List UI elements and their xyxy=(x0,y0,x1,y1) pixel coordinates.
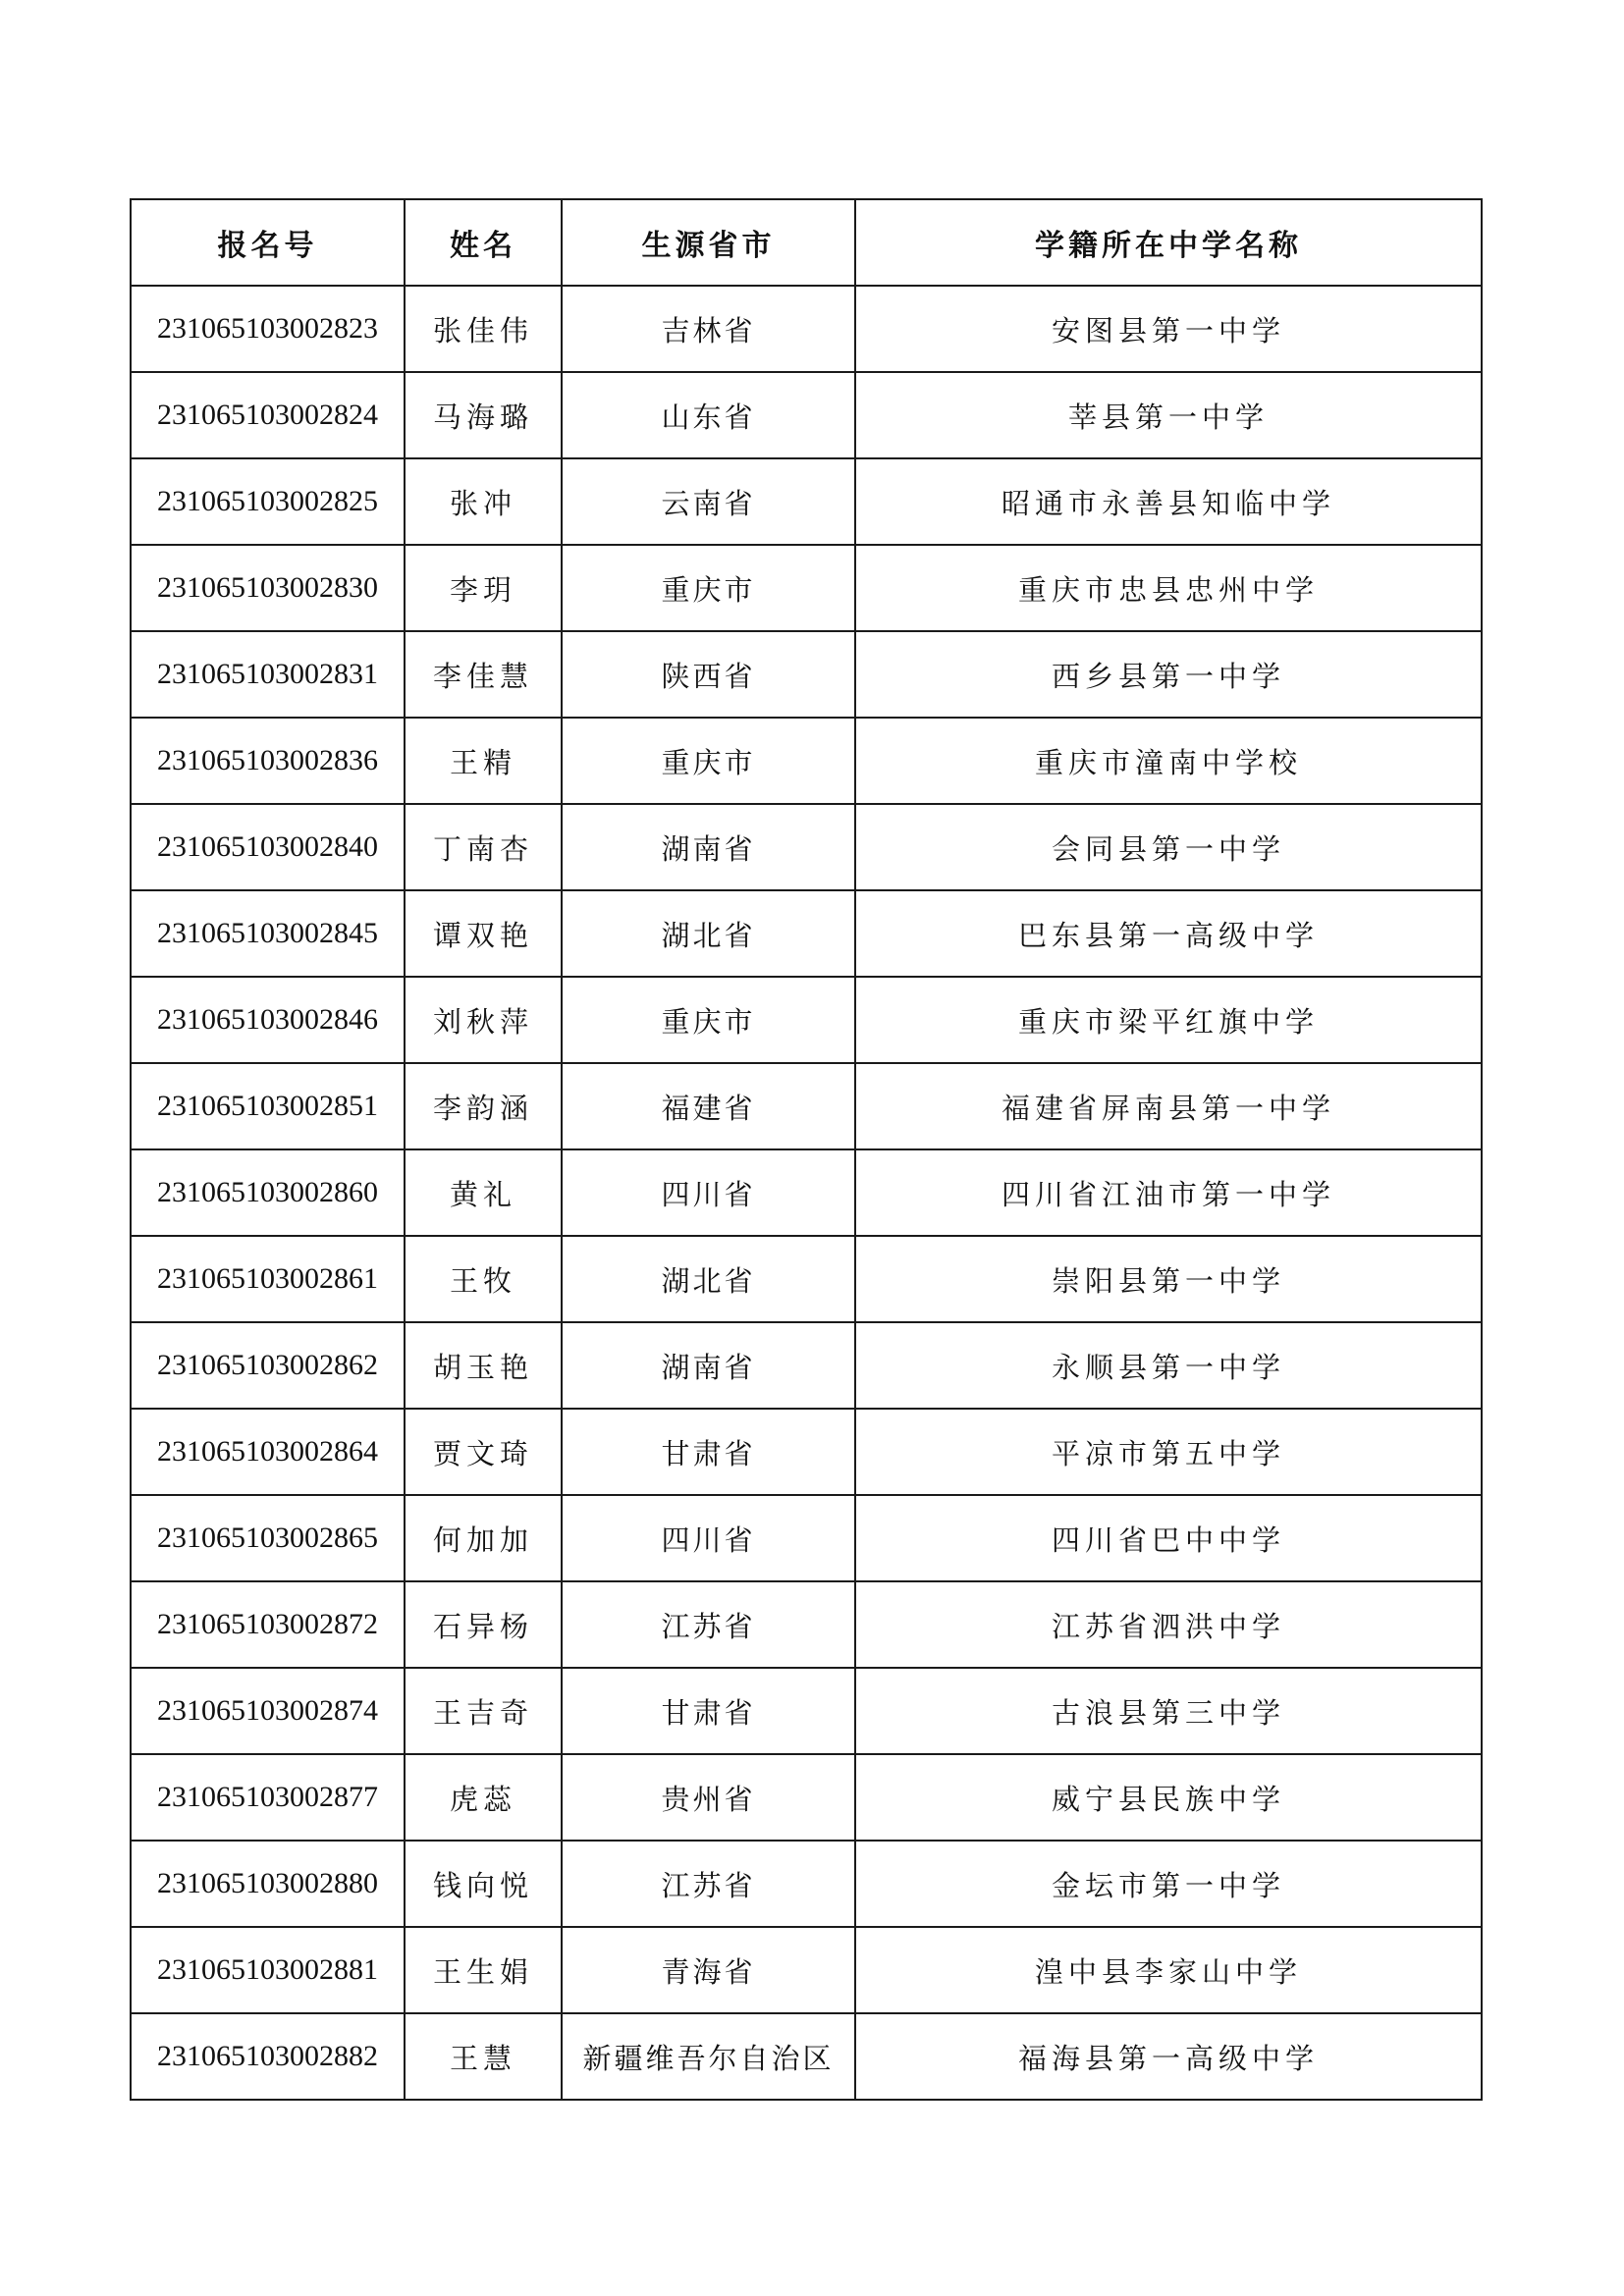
table-row xyxy=(131,286,1482,372)
registration-number-cell: 231065103002851 xyxy=(131,1063,405,1149)
table-row xyxy=(131,977,1482,1063)
student-name-cell: 贾文琦 xyxy=(405,1409,562,1495)
table-row xyxy=(131,458,1482,545)
school-name-cell: 湟中县李家山中学 xyxy=(855,1927,1482,2013)
student-name-cell: 李玥 xyxy=(405,545,562,631)
registration-number-cell: 231065103002825 xyxy=(131,458,405,545)
source-province-cell: 湖南省 xyxy=(562,1322,855,1409)
school-name-cell: 永顺县第一中学 xyxy=(855,1322,1482,1409)
school-name-cell: 会同县第一中学 xyxy=(855,804,1482,890)
student-name-cell: 王生娟 xyxy=(405,1927,562,2013)
student-name-cell: 马海璐 xyxy=(405,372,562,458)
source-province-cell: 江苏省 xyxy=(562,1841,855,1927)
school-name-cell: 安图县第一中学 xyxy=(855,286,1482,372)
school-name-cell: 江苏省泗洪中学 xyxy=(855,1581,1482,1668)
table-row xyxy=(131,1841,1482,1927)
source-province-cell: 湖北省 xyxy=(562,1236,855,1322)
registration-number-cell: 231065103002836 xyxy=(131,718,405,804)
registration-number-cell: 231065103002881 xyxy=(131,1927,405,2013)
source-province-cell: 新疆维吾尔自治区 xyxy=(562,2013,855,2100)
school-name-cell: 四川省江油市第一中学 xyxy=(855,1149,1482,1236)
header-name: 姓名 xyxy=(405,199,562,286)
student-name-cell: 钱向悦 xyxy=(405,1841,562,1927)
table-header-row xyxy=(131,199,1482,286)
source-province-cell: 山东省 xyxy=(562,372,855,458)
table-row xyxy=(131,890,1482,977)
student-name-cell: 丁南杏 xyxy=(405,804,562,890)
student-name-cell: 王牧 xyxy=(405,1236,562,1322)
registration-number-cell: 231065103002845 xyxy=(131,890,405,977)
table-row xyxy=(131,1149,1482,1236)
student-name-cell: 王慧 xyxy=(405,2013,562,2100)
student-name-cell: 李佳慧 xyxy=(405,631,562,718)
header-school-name: 学籍所在中学名称 xyxy=(855,199,1482,286)
student-name-cell: 李韵涵 xyxy=(405,1063,562,1149)
student-name-cell: 王吉奇 xyxy=(405,1668,562,1754)
source-province-cell: 甘肃省 xyxy=(562,1409,855,1495)
table-row xyxy=(131,1581,1482,1668)
student-name-cell: 张佳伟 xyxy=(405,286,562,372)
registration-number-cell: 231065103002865 xyxy=(131,1495,405,1581)
registration-number-cell: 231065103002824 xyxy=(131,372,405,458)
source-province-cell: 四川省 xyxy=(562,1495,855,1581)
school-name-cell: 西乡县第一中学 xyxy=(855,631,1482,718)
table-row xyxy=(131,1409,1482,1495)
school-name-cell: 古浪县第三中学 xyxy=(855,1668,1482,1754)
table-row xyxy=(131,1668,1482,1754)
source-province-cell: 江苏省 xyxy=(562,1581,855,1668)
source-province-cell: 重庆市 xyxy=(562,718,855,804)
student-name-cell: 刘秋萍 xyxy=(405,977,562,1063)
student-name-cell: 谭双艳 xyxy=(405,890,562,977)
table-row xyxy=(131,631,1482,718)
school-name-cell: 重庆市忠县忠州中学 xyxy=(855,545,1482,631)
table-row xyxy=(131,2013,1482,2100)
source-province-cell: 四川省 xyxy=(562,1149,855,1236)
table-row xyxy=(131,1495,1482,1581)
source-province-cell: 湖南省 xyxy=(562,804,855,890)
registration-number-cell: 231065103002872 xyxy=(131,1581,405,1668)
header-source-province: 生源省市 xyxy=(562,199,855,286)
student-name-cell: 虎蕊 xyxy=(405,1754,562,1841)
school-name-cell: 四川省巴中中学 xyxy=(855,1495,1482,1581)
registration-number-cell: 231065103002830 xyxy=(131,545,405,631)
table-row xyxy=(131,545,1482,631)
registration-number-cell: 231065103002862 xyxy=(131,1322,405,1409)
school-name-cell: 福海县第一高级中学 xyxy=(855,2013,1482,2100)
source-province-cell: 福建省 xyxy=(562,1063,855,1149)
source-province-cell: 重庆市 xyxy=(562,545,855,631)
student-name-cell: 石异杨 xyxy=(405,1581,562,1668)
source-province-cell: 吉林省 xyxy=(562,286,855,372)
registration-number-cell: 231065103002874 xyxy=(131,1668,405,1754)
registration-number-cell: 231065103002840 xyxy=(131,804,405,890)
admission-list-table xyxy=(130,198,1483,2101)
student-name-cell: 胡玉艳 xyxy=(405,1322,562,1409)
student-name-cell: 张冲 xyxy=(405,458,562,545)
table-row xyxy=(131,1754,1482,1841)
student-name-cell: 王精 xyxy=(405,718,562,804)
source-province-cell: 湖北省 xyxy=(562,890,855,977)
school-name-cell: 金坛市第一中学 xyxy=(855,1841,1482,1927)
school-name-cell: 莘县第一中学 xyxy=(855,372,1482,458)
registration-number-cell: 231065103002831 xyxy=(131,631,405,718)
registration-number-cell: 231065103002864 xyxy=(131,1409,405,1495)
registration-number-cell: 231065103002877 xyxy=(131,1754,405,1841)
student-name-cell: 黄礼 xyxy=(405,1149,562,1236)
registration-number-cell: 231065103002846 xyxy=(131,977,405,1063)
source-province-cell: 甘肃省 xyxy=(562,1668,855,1754)
school-name-cell: 昭通市永善县知临中学 xyxy=(855,458,1482,545)
header-registration-number: 报名号 xyxy=(131,199,405,286)
registration-number-cell: 231065103002823 xyxy=(131,286,405,372)
school-name-cell: 崇阳县第一中学 xyxy=(855,1236,1482,1322)
school-name-cell: 巴东县第一高级中学 xyxy=(855,890,1482,977)
school-name-cell: 重庆市潼南中学校 xyxy=(855,718,1482,804)
table-row xyxy=(131,804,1482,890)
source-province-cell: 重庆市 xyxy=(562,977,855,1063)
table-row xyxy=(131,1236,1482,1322)
student-name-cell: 何加加 xyxy=(405,1495,562,1581)
table-row xyxy=(131,1927,1482,2013)
source-province-cell: 青海省 xyxy=(562,1927,855,2013)
table-row xyxy=(131,1063,1482,1149)
school-name-cell: 重庆市梁平红旗中学 xyxy=(855,977,1482,1063)
table-row xyxy=(131,1322,1482,1409)
table-body xyxy=(131,286,1482,2100)
source-province-cell: 陕西省 xyxy=(562,631,855,718)
registration-number-cell: 231065103002860 xyxy=(131,1149,405,1236)
school-name-cell: 福建省屏南县第一中学 xyxy=(855,1063,1482,1149)
registration-number-cell: 231065103002882 xyxy=(131,2013,405,2100)
school-name-cell: 平凉市第五中学 xyxy=(855,1409,1482,1495)
school-name-cell: 威宁县民族中学 xyxy=(855,1754,1482,1841)
source-province-cell: 贵州省 xyxy=(562,1754,855,1841)
source-province-cell: 云南省 xyxy=(562,458,855,545)
registration-number-cell: 231065103002880 xyxy=(131,1841,405,1927)
table-row xyxy=(131,718,1482,804)
table-row xyxy=(131,372,1482,458)
registration-number-cell: 231065103002861 xyxy=(131,1236,405,1322)
